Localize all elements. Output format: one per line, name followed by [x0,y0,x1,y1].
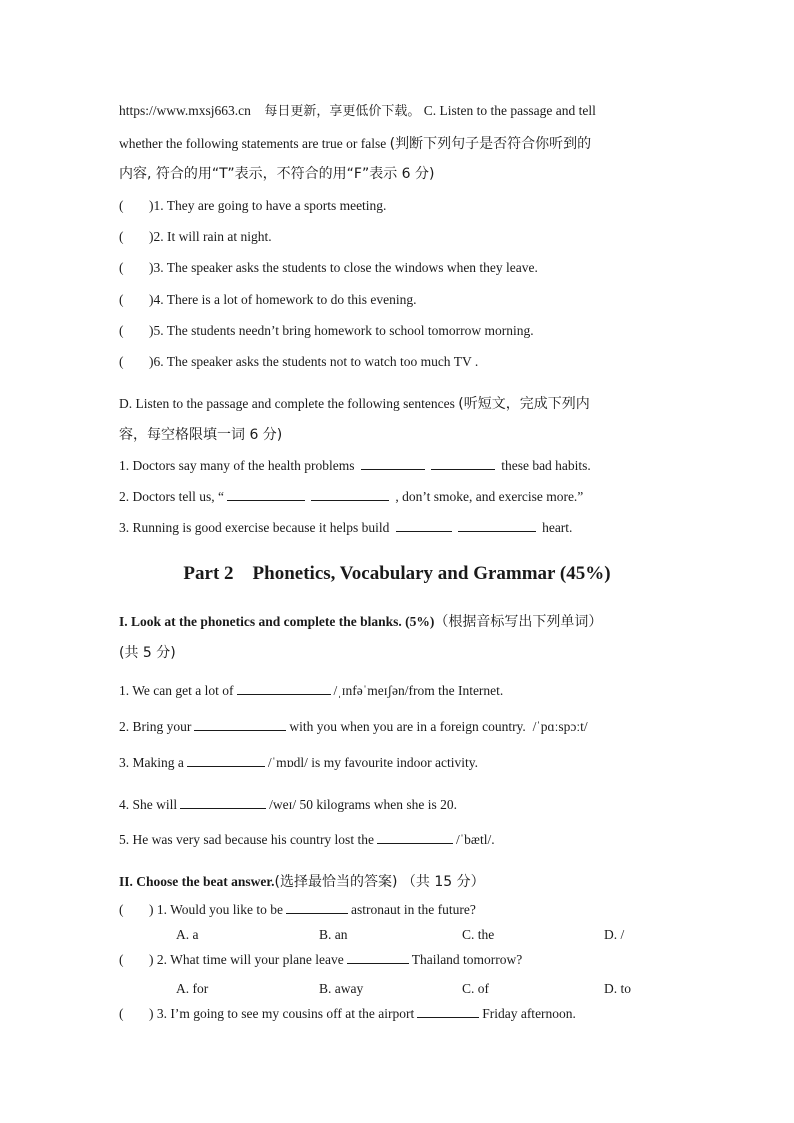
phonetic-question-3: 3. Making a /ˈmɒdl/ is my favourite indoor activity. [119,755,479,770]
tf-item: ( )2. It will rain at night. [119,229,272,244]
option-c[interactable]: C. the [462,927,495,942]
answer-blank[interactable] [377,831,453,844]
option-a[interactable]: A. a [176,927,199,942]
answer-blank[interactable] [187,754,265,767]
section-i-heading-line2: (共 5 分) [119,645,176,661]
answer-blank[interactable] [458,519,536,532]
answer-blank[interactable] [180,796,266,809]
phonetic-question-2: 2. Bring your with you when you are in a foreign country. /ˈpɑːspɔːt/ [119,719,588,734]
answer-blank[interactable] [361,457,425,470]
phonetic-question-4: 4. She will /weɪ/ 50 kilograms when she is 20. [119,797,457,812]
answer-blank[interactable] [431,457,495,470]
answer-blank[interactable] [396,519,452,532]
section-i-heading: I. Look at the phonetics and complete the blanks. (5%)（根据音标写出下列单词） [119,614,603,630]
option-d[interactable]: D. to [604,981,631,996]
tf-item: ( )4. There is a lot of homework to do this evening. [119,292,417,307]
section-c-header-line [119,101,684,122]
fill-sentence-1: 1. Doctors say many of the health problems these bad habits. [119,458,591,473]
answer-blank[interactable] [237,682,331,695]
section-c-instruction-line3: 内容, 符合的用“T”表示，不符合的用“F”表示 6 分) [119,166,435,182]
section-c-instruction: C. Listen to the passage and tell [423,103,596,118]
answer-blank[interactable] [311,488,389,501]
answer-blank[interactable] [417,1005,479,1018]
fill-sentence-2: 2. Doctors tell us, “ , don’t smoke, and exercise more.” [119,489,584,504]
mc-question-3: ( ) 3. I’m going to see my cousins off at the airport Friday afternoon. [119,1006,576,1021]
mc-question-2: ( ) 2. What time will your plane leave Thailand tomorrow? [119,952,523,967]
tf-item: ( )6. The speaker asks the students not to watch too much TV . [119,354,479,369]
promo-text: 每日更新，享更低价下载。 [264,104,421,119]
section-c-instruction-line2: whether the following statements are true or false (判断下列句子是否符合你听到的 [119,136,592,152]
answer-blank[interactable] [194,718,286,731]
tf-item: ( )3. The speaker asks the students to close the windows when they leave. [119,260,538,275]
option-b[interactable]: B. an [319,927,348,942]
answer-blank[interactable] [347,951,409,964]
source-url: https://www.mxsj663.cn [119,103,251,118]
option-b[interactable]: B. away [319,981,364,996]
mc-question-1: ( ) 1. Would you like to be astronaut in the future? [119,902,476,917]
answer-blank[interactable] [286,901,348,914]
answer-blank[interactable] [227,488,305,501]
option-d[interactable]: D. / [604,927,625,942]
fill-sentence-3: 3. Running is good exercise because it helps build heart. [119,520,573,535]
option-c[interactable]: C. of [462,981,489,996]
phonetic-question-5: 5. He was very sad because his country lost the /ˈbætl/. [119,832,495,847]
tf-item: ( )1. They are going to have a sports meeting. [119,198,387,213]
phonetic-question-1: 1. We can get a lot of /ˌɪnfəˈmeɪʃən/from the Internet. [119,683,504,698]
section-ii-heading: II. Choose the beat answer.(选择最恰当的答案) （共 15 分） [119,874,485,890]
tf-item: ( )5. The students needn’t bring homework to school tomorrow morning. [119,323,534,338]
section-d-instruction: D. Listen to the passage and complete the following sentences (听短文，完成下列内 [119,396,590,412]
part-2-title: Part 2 Phonetics, Vocabulary and Grammar (45%) [183,563,611,584]
option-a[interactable]: A. for [176,981,209,996]
section-d-instruction-line2: 容，每空格限填一词 6 分) [119,427,283,443]
